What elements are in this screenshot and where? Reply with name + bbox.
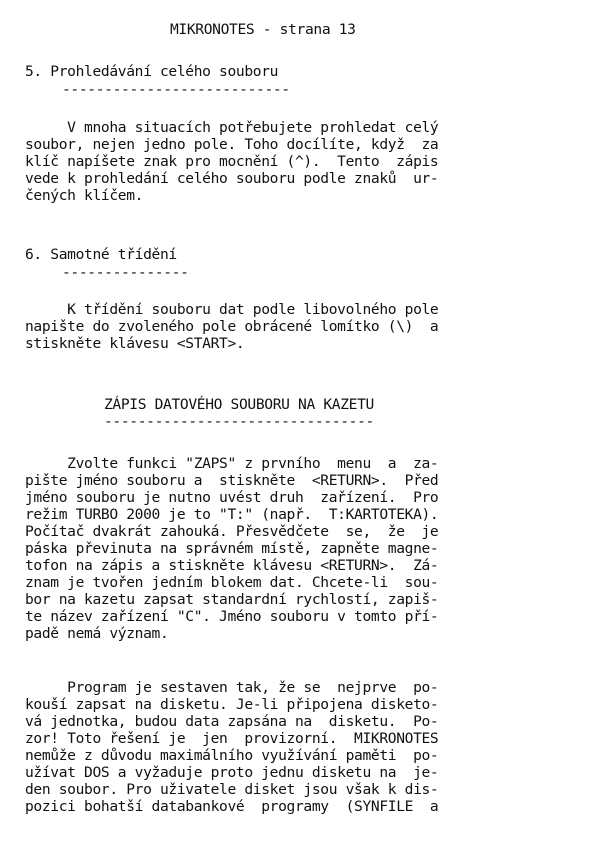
section-6-line: K třídění souboru dat podle libovolného pole [25, 301, 439, 318]
section-5-heading: 5. Prohledávání celého souboru [25, 63, 279, 80]
paragraph-2-line: den soubor. Pro uživatele disket jsou však k dis- [25, 781, 439, 798]
paragraph-2-line: užívat DOS a vyžaduje proto jednu disketu na je- [25, 764, 439, 781]
section-title: ZÁPIS DATOVÉHO SOUBORU NA KAZETU [104, 396, 374, 413]
paragraph-1-line: režim TURBO 2000 je to "T:" (např. T:KARTOTEKA). [25, 506, 439, 523]
section-6-line: napište do zvoleného pole obrácené lomítko (\) a [25, 318, 439, 335]
paragraph-2-line: nemůže z důvodu maximálního využívání paměti po- [25, 747, 439, 764]
paragraph-1-line: te název zařízení "C". Jméno souboru v tomto pří- [25, 608, 439, 625]
paragraph-1-line: páska převinuta na správném místě, zapněte magne- [25, 540, 439, 557]
section-title-underline: -------------------------------- [104, 413, 374, 430]
paragraph-2-line: Program je sestaven tak, že se nejprve po- [25, 679, 439, 696]
paragraph-1-line: bor na kazetu zapsat standardní rychlostí, zapiš- [25, 591, 439, 608]
paragraph-2-line: kouší zapsat na disketu. Je-li připojena disketo- [25, 696, 439, 713]
paragraph-1-line: pište jméno souboru a stiskněte <RETURN>. Před [25, 472, 439, 489]
section-5-line: V mnoha situacích potřebujete prohledat celý [25, 119, 439, 136]
section-5-underline: --------------------------- [62, 81, 290, 98]
paragraph-1-line: padě nemá význam. [25, 625, 169, 642]
section-6-underline: --------------- [62, 264, 189, 281]
paragraph-1-line: jméno souboru je nutno uvést druh zařízení. Pro [25, 489, 439, 506]
paragraph-1-line: znam je tvořen jedním blokem dat. Chcete-li sou- [25, 574, 439, 591]
section-5-line: klíč napíšete znak pro mocnění (^). Tento zápis [25, 153, 439, 170]
paragraph-1-line: Zvolte funkci "ZAPS" z prvního menu a za- [25, 455, 439, 472]
page-header: MIKRONOTES - strana 13 [170, 21, 356, 38]
section-5-line: vede k prohledání celého souboru podle znaků ur- [25, 170, 439, 187]
paragraph-2-line: pozici bohatší databankové programy (SYNFILE a [25, 798, 439, 815]
section-6-line: stiskněte klávesu <START>. [25, 335, 245, 352]
paragraph-1-line: Počítač dvakrát zahouká. Přesvědčete se, že je [25, 523, 439, 540]
paragraph-2-line: zor! Toto řešení je jen provizorní. MIKRONOTES [25, 730, 439, 747]
section-5-line: čených klíčem. [25, 187, 144, 204]
section-6-heading: 6. Samotné třídění [25, 246, 177, 263]
section-5-line: soubor, nejen jedno pole. Toho docílíte, když za [25, 136, 439, 153]
paragraph-2-line: vá jednotka, budou data zapsána na disketu. Po- [25, 713, 439, 730]
paragraph-1-line: tofon na zápis a stiskněte klávesu <RETURN>. Zá- [25, 557, 439, 574]
